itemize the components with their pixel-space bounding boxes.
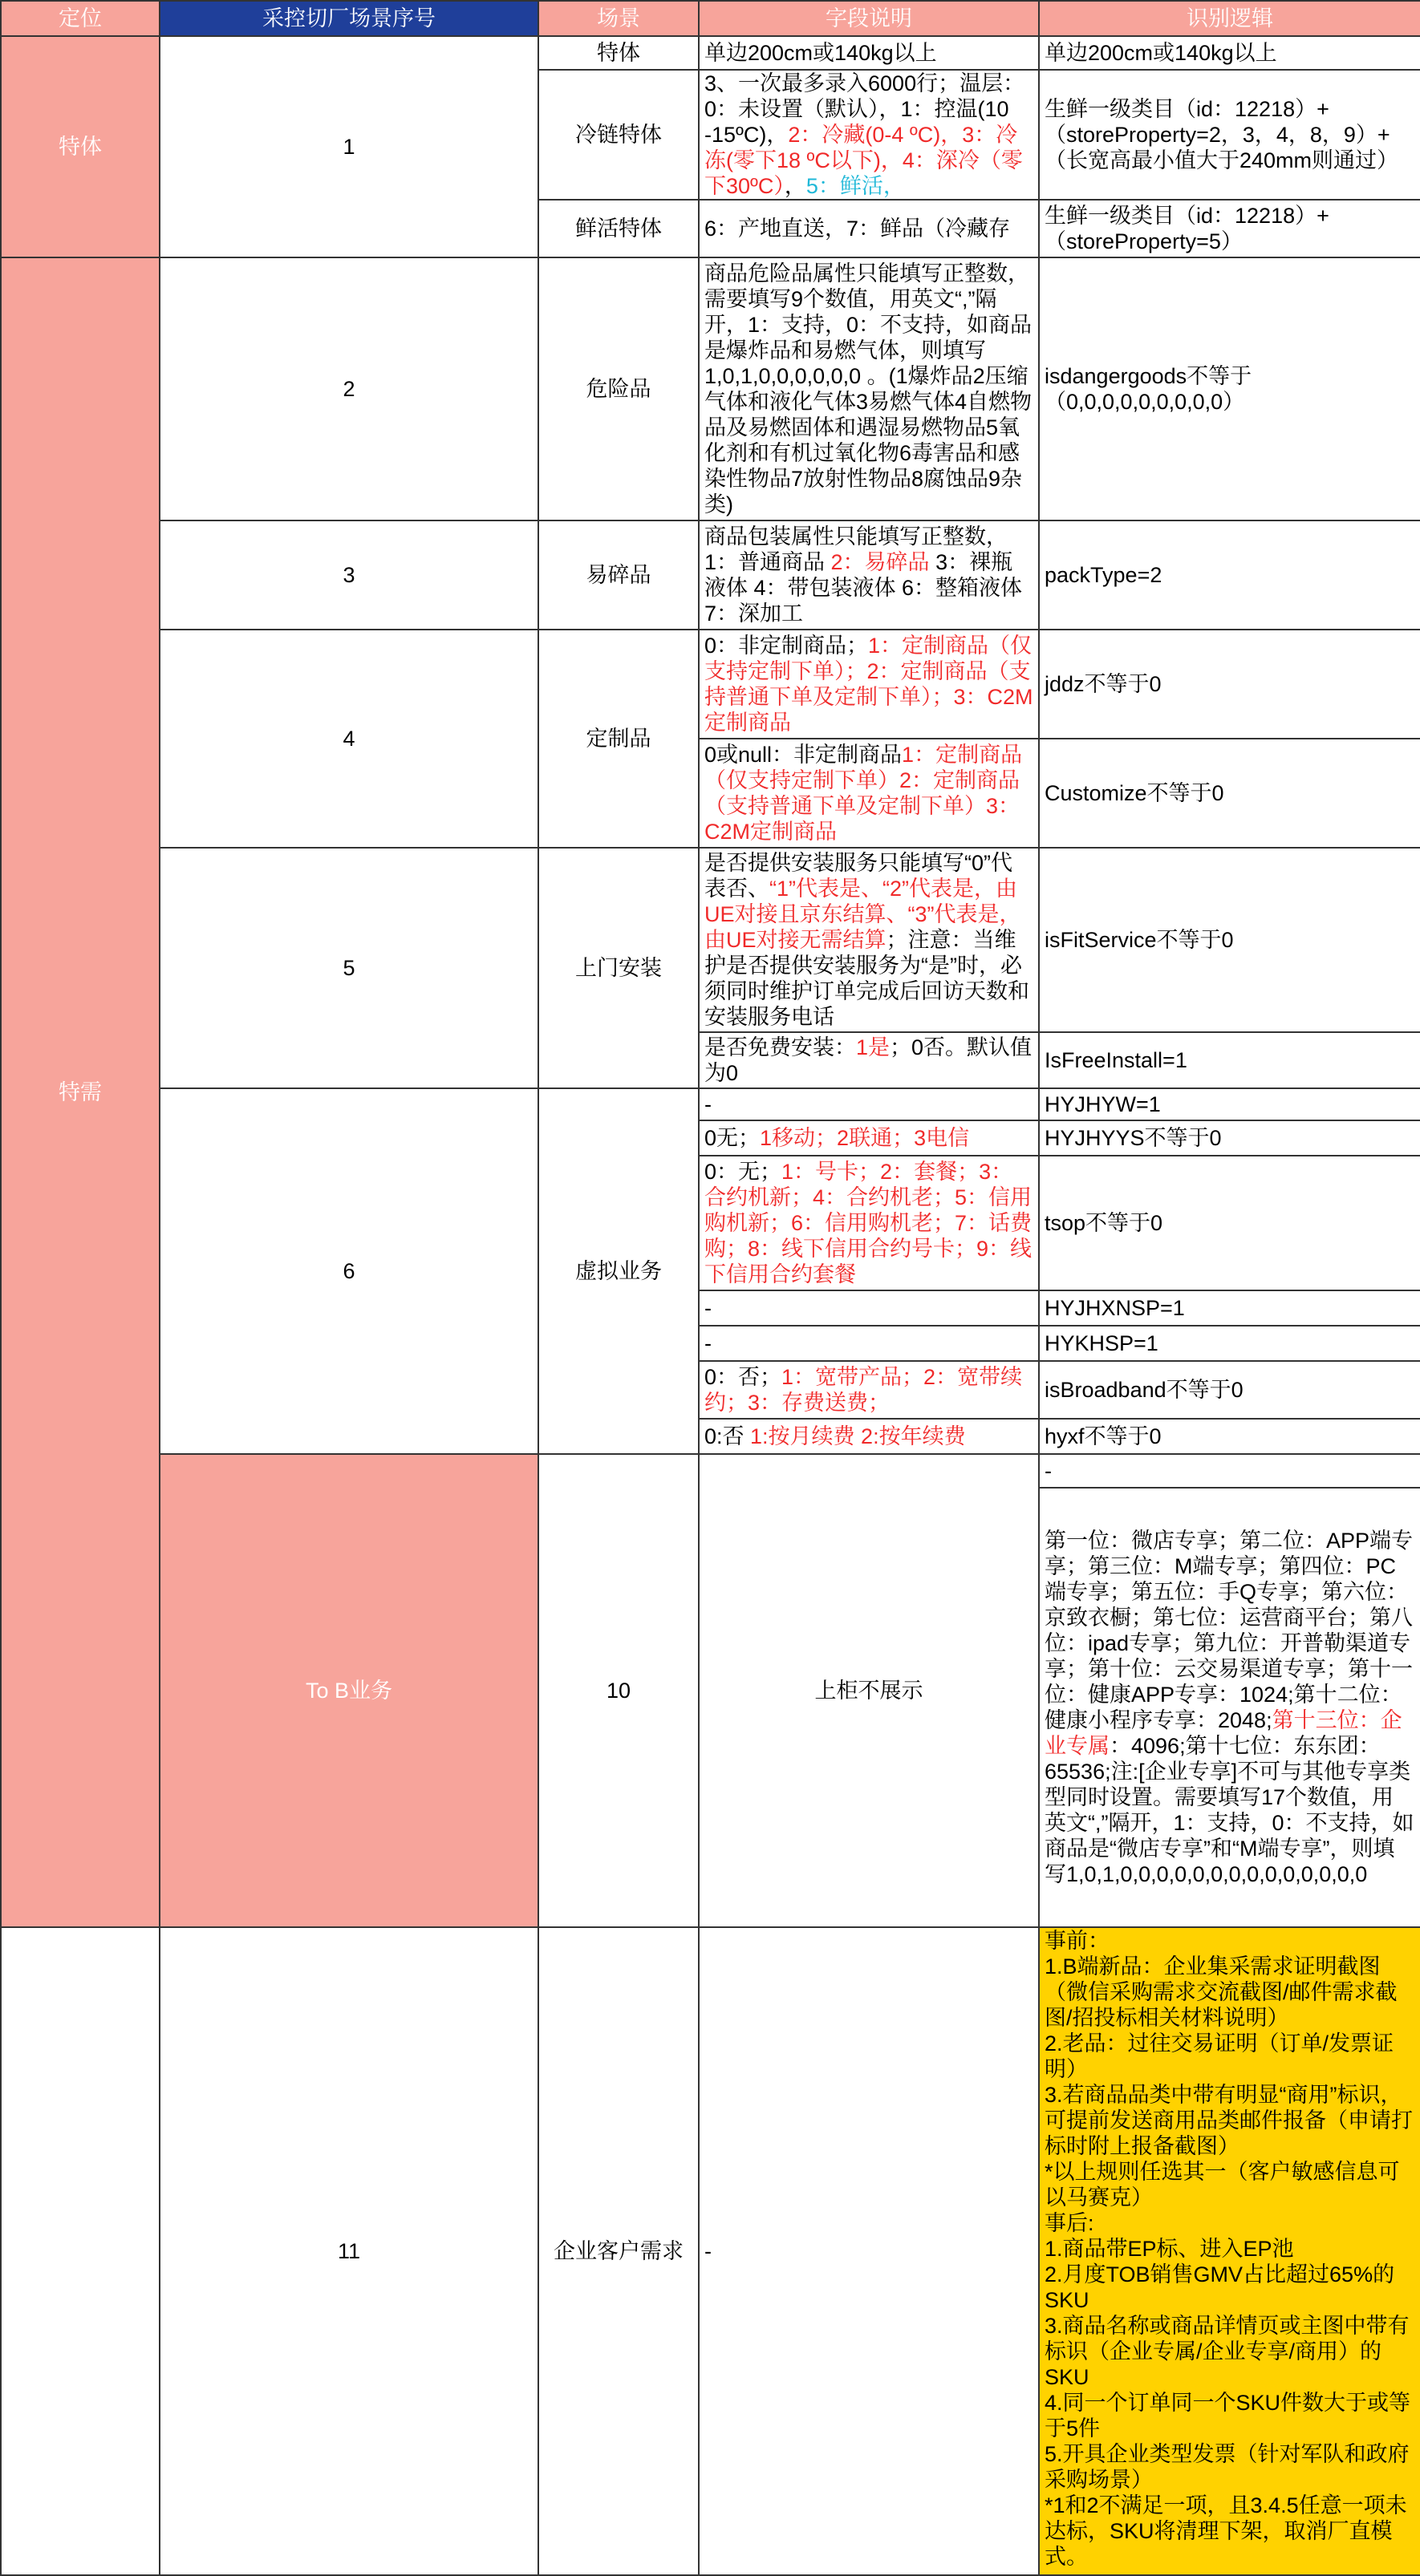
field-highlight-red: 1移动；2联通；3电信 [760, 1126, 970, 1150]
table-row [1, 848, 1420, 1032]
seq-cell: 5 [160, 848, 538, 1088]
seq-cell: 4 [160, 630, 538, 848]
field-text: 0或null：非定制商品 [704, 743, 903, 767]
table-row [1, 36, 1420, 70]
field-text: 0无； [704, 1126, 761, 1150]
field-text: 0：非定制商品； [704, 634, 869, 658]
field-highlight-red: 1是 [856, 1035, 891, 1059]
header-scene: 场景 [538, 1, 699, 36]
seq-cell: 2 [160, 257, 538, 520]
logic-cell: HYKHSP=1 [1039, 1326, 1420, 1361]
field-cell [699, 1156, 1039, 1290]
logic-cell: hyxf不等于0 [1039, 1419, 1420, 1454]
seq-cell: 3 [160, 520, 538, 630]
field-highlight-red: 第十三位：企业专属 [1045, 1708, 1402, 1758]
logic-cell: isdangergoods不等于（0,0,0,0,0,0,0,0,0） [1039, 257, 1420, 520]
field-cell: - [699, 1088, 1039, 1120]
scene-cell: 鲜活特体 [538, 200, 699, 257]
logic-cell: IsFreeInstall=1 [1039, 1032, 1420, 1088]
field-highlight-red: 1：定制商品（仅支持定制下单）2：定制商品（支持普通下单及定制下单）3：C2M定制商品 [704, 743, 1023, 844]
logic-cell: isFitService不等于0 [1039, 848, 1420, 1032]
field-cell [699, 70, 1039, 200]
field-text: ；注意：当维护是否提供安装服务为“是”时，必须同时维护订单完成后回访天数和安装服务电话 [704, 928, 1029, 1029]
seq-cell: 10 [538, 1454, 699, 1927]
logic-line: *1和2不满足一项，且3.4.5任意一项未达标，SKU将清理下架，取消厂直模式。 [1045, 2493, 1407, 2569]
field-highlight-red: 2：冷藏(0-4 ºC)，3：冷冻(零下18 ºC以下)，4：深冷（零下30ºC） [704, 123, 1023, 198]
logic-line: 事后: [1045, 2211, 1094, 2235]
field-cell: 单边200cm或140kg以上 [699, 36, 1039, 70]
logic-cell: Customize不等于0 [1039, 739, 1420, 848]
field-text: 是否免费安装： [704, 1035, 856, 1059]
field-highlight-red: 2：易碎品 [830, 550, 930, 574]
header-seq: 采控切厂场景序号 [160, 1, 538, 36]
logic-cell: tsop不等于0 [1039, 1156, 1420, 1290]
scene-cell: 冷链特体 [538, 70, 699, 200]
logic-line: *以上规则任选其一（客户敏感信息可以马赛克） [1045, 2160, 1400, 2209]
logic-cell: jddz不等于0 [1039, 630, 1420, 739]
logic-line: 3.若商品品类中带有明显“商用”标识，可提前发送商用品类邮件报备（申请打标时附上报备截图） [1045, 2083, 1413, 2158]
logic-cell-highlighted [1039, 1927, 1420, 2575]
position-tob: To B业务 [160, 1454, 538, 1927]
logic-cell: 生鲜一级类目（id：12218）+（storeProperty=5） [1039, 200, 1420, 257]
table-row [1, 1454, 1420, 1488]
field-text: 0：否； [704, 1365, 782, 1389]
field-highlight-cyan: 5：鲜活， [805, 174, 905, 198]
field-text: 3、一次最多录入6000行；温层：0：未设置（默认），1：控温(10 -15ºC)， [704, 71, 1025, 147]
field-cell: - [699, 1326, 1039, 1361]
header-logic: 识别逻辑 [1039, 1, 1420, 36]
logic-cell: HYJHYYS不等于0 [1039, 1120, 1420, 1156]
field-highlight-red: 1：号卡；2：套餐；3：合约机新；4：合约机老；5：信用购机新；6：信用购机老；7：话费购；8：线下信用合约号卡；9：线下信用合约套餐 [704, 1160, 1033, 1286]
field-highlight-red: 1:按月续费 2:按年续费 [750, 1424, 966, 1448]
field-text: 第一位：微店专享；第二位：APP端专享；第三位：M端专享；第四位：PC端专享；第五位：手Q专享；第六位：京致衣橱；第七位：运营商平台；第八位：ipad专享；第九位：开普勒渠道专享；第十位：云交易渠道专享；第十一位：健康APP专享：1024;第十二位：健康小程序专享：2048; [1045, 1529, 1414, 1732]
field-highlight-red: 1：宽带产品；2：宽带续约；3：存费送费； [704, 1365, 1023, 1415]
seq-cell: 1 [160, 36, 538, 257]
logic-line: 4.同一个订单同一个SKU件数大于或等于5件 [1045, 2391, 1411, 2440]
position-special-body: 特体 [1, 36, 160, 257]
logic-line: 1.B端新品：企业集采需求证明截图（微信采购需求交流截图/邮件需求截图/招投标相关材料说明） [1045, 1954, 1398, 2030]
position-blank [1, 1927, 160, 2575]
scene-cell: 特体 [538, 36, 699, 70]
scene-cell: 上门安装 [538, 848, 699, 1088]
logic-line: 5.开具企业类型发票（针对军队和政府采购场景） [1045, 2442, 1410, 2492]
seq-cell: 11 [160, 1927, 538, 2575]
logic-cell: isBroadband不等于0 [1039, 1361, 1420, 1419]
field-cell [699, 1419, 1039, 1454]
field-text: 是否提供安装服务只能填写“0”代表否、 [704, 851, 1012, 901]
field-text: 3：裸瓶液体 4：带包装液体 6：整箱液体 7：深加工 [704, 550, 1023, 626]
header-position: 定位 [1, 1, 160, 36]
field-cell: 6：产地直送，7：鲜品（冷藏存 [699, 200, 1039, 257]
table-row [1, 1927, 1420, 2575]
logic-cell: HYJHYW=1 [1039, 1088, 1420, 1120]
field-cell: - [699, 1290, 1039, 1326]
scene-cell: 定制品 [538, 630, 699, 848]
scene-cell: 易碎品 [538, 520, 699, 630]
logic-line: 事前： [1045, 1929, 1110, 1953]
field-cell [1039, 1488, 1420, 1927]
field-cell [699, 1120, 1039, 1156]
field-cell [699, 630, 1039, 739]
field-cell [699, 1361, 1039, 1419]
scene-cell: 上柜不展示 [699, 1454, 1039, 1927]
scene-cell: 虚拟业务 [538, 1088, 699, 1454]
header-field: 字段说明 [699, 1, 1039, 36]
field-text: 商品包装属性只能填写正整数，1：普通商品 [704, 525, 1008, 574]
table-row [1, 1088, 1420, 1120]
field-cell [699, 1032, 1039, 1088]
field-cell: - [699, 1927, 1039, 2575]
logic-cell: packType=2 [1039, 520, 1420, 630]
field-text: ， [784, 174, 806, 198]
logic-line: 3.商品名称或商品详情页或主图中带有标识（企业专属/企业专享/商用）的SKU [1045, 2314, 1410, 2389]
seq-cell: 6 [160, 1088, 538, 1454]
field-text: ：4096;第十七位：东东团：65536;注:[企业专享]不可与其他专享类型同时设置。需要填写17个数值，用英文“,”隔开，1：支持，0：不支持，如商品是“微店专享”和“M端专享”，则填写1,0,1,0,0,0,0,0,0,0,0,0,0,0,0,0,0 [1045, 1734, 1414, 1886]
table-row [1, 630, 1420, 739]
table-row [1, 257, 1420, 520]
logic-cell: 生鲜一级类目（id：12218）+（storeProperty=2，3，4，8，9）+（长宽高最小值大于240mm则通过） [1039, 70, 1420, 200]
field-cell [699, 848, 1039, 1032]
logic-line: 2.月度TOB销售GMV占比超过65%的SKU [1045, 2262, 1395, 2312]
field-cell: - [1039, 1454, 1420, 1488]
field-cell: 商品危险品属性只能填写正整数，需要填写9个数值，用英文“,”隔开，1：支持，0：不支持，如商品是爆炸品和易燃气体，则填写1,0,1,0,0,0,0,0,0 。(1爆炸品2压缩气体和液化气体3易燃气体4自燃物品及易燃固体和遇湿易燃物品5氧化剂和有机过氧化物6毒害品和感染性物品7放射性物品8腐蚀品9杂类) [699, 257, 1039, 520]
field-text: ；0否。默认值为0 [704, 1035, 1033, 1085]
logic-line: 1.商品带EP标、进入EP池 [1045, 2237, 1294, 2261]
scene-cell: 企业客户需求 [538, 1927, 699, 2575]
field-text: 0:否 [704, 1424, 751, 1448]
field-highlight-red: 1：定制商品（仅支持定制下单）；2：定制商品（支持普通下单及定制下单）；3：C2M定制商品 [704, 634, 1033, 735]
table-row [1, 520, 1420, 630]
field-highlight-red: “1”代表是、“2”代表是，由UE对接且京东结算、“3”代表是，由UE对接无需结算 [704, 877, 1021, 952]
field-text: 0：无； [704, 1160, 782, 1184]
field-cell [699, 520, 1039, 630]
field-cell [699, 739, 1039, 848]
logic-cell: 单边200cm或140kg以上 [1039, 36, 1420, 70]
position-special-need: 特需 [1, 257, 160, 1927]
scene-cell: 危险品 [538, 257, 699, 520]
logic-cell: HYJHXNSP=1 [1039, 1290, 1420, 1326]
logic-line: 2.老品：过往交易证明（订单/发票证明） [1045, 2031, 1394, 2081]
header-row [1, 1, 1420, 36]
